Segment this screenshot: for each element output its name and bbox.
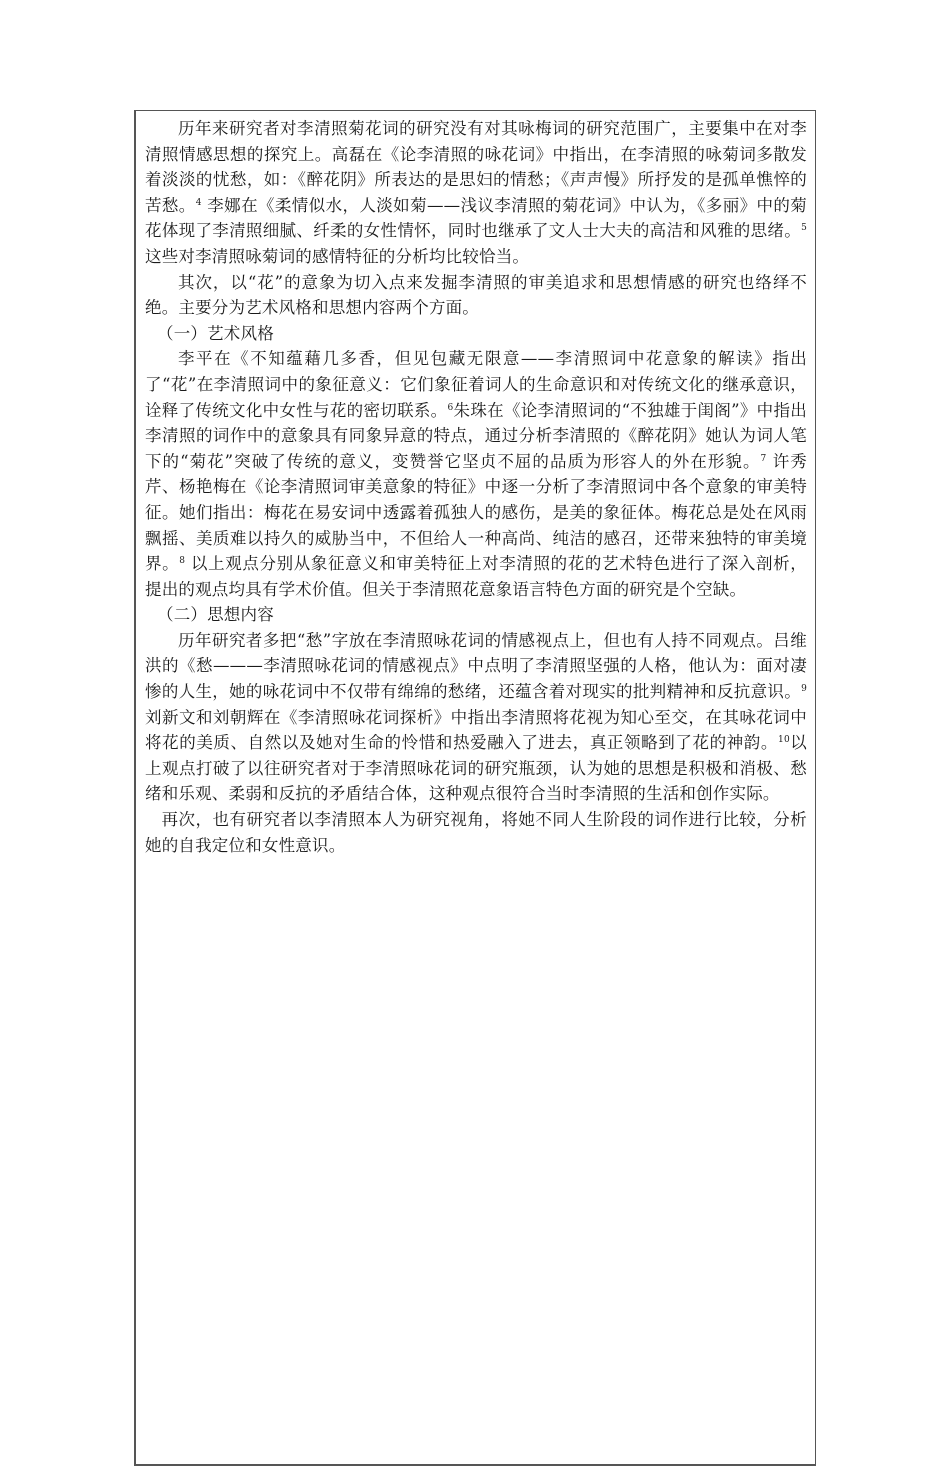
paragraph-4-text-3: 以上观点打破了以往研究者对于李清照咏花词的研究瓶颈，认为她的思想是积极和消极、愁绪和乐观、柔弱和反抗的矛盾结合体，这种观点很符合当时李清照的生活和创作实际。 [145, 733, 807, 804]
paragraph-3 [145, 346, 807, 602]
document-body [145, 116, 807, 858]
paragraph-1-text: 历年来研究者对李清照菊花词的研究没有对其咏梅词的研究范围广，主要集中在对李清照情感思想的探究上。高磊在《论李清照的咏花词》中指出，在李清照的咏菊词多散发着淡淡的忧愁，如：《醉花阴》所表达的是思妇的情愁；《声声慢》所抒发的是孤单憔悴的苦愁。 [145, 119, 807, 215]
paragraph-3-text-4: 以上观点分别从象征意义和审美特征上对李清照的花的艺术特色进行了深入剖析，提出的观点均具有学术价值。但关于李清照花意象语言特色方面的研究是个空缺。 [145, 554, 807, 599]
footnote-ref-7: 7 [760, 453, 767, 464]
paragraph-5: 再次，也有研究者以李清照本人为研究视角，将她不同人生阶段的词作进行比较，分析她的自我定位和女性意识。 [145, 810, 807, 855]
paragraph-4-text: 历年研究者多把“愁”字放在李清照咏花词的情感视点上，但也有人持不同观点。吕维洪的《愁———李清照咏花词的情感视点》中点明了李清照坚强的人格，他认为：面对凄惨的人生，她的咏花词中不仅带有绵绵的愁绪，还蕴含着对现实的批判精神和反抗意识。 [145, 630, 807, 702]
footnote-ref-9: 9 [801, 684, 807, 695]
paragraph-4 [145, 628, 807, 807]
paragraph-3-text: 李平在《不知蕴藉几多香，但见包藏无限意——李清照词中花意象的解读》指出了“花”在李清照词中的象征意义：它们象征着词人的生命意识和对传统文化的继承意识，诠释了传统文化中女性与花的密切联系。 [145, 349, 807, 420]
section-heading-art-style: （一）艺术风格 [157, 323, 274, 343]
paragraph-2: 其次，以“花”的意象为切入点来发掘李清照的审美追求和思想情感的研究也络绎不绝。主要分为艺术风格和思想内容两个方面。 [145, 272, 807, 318]
paragraph-1-text-2: 李娜在《柔情似水，人淡如菊——浅议李清照的菊花词》中认为，《多丽》中的菊花体现了李清照细腻、纤柔的女性情怀，同时也继承了文人士大夫的高洁和风雅的思绪。 [145, 195, 807, 241]
paragraph-1-text-3: 这些对李清照咏菊词的感情特征的分析均比较恰当。 [145, 246, 530, 266]
paragraph-3-text-2: 朱珠在《论李清照词的“不独雄于闺阁”》中指出李清照的词作中的意象具有同象异意的特点，通过分析李清照的《醉花阴》她认为词人笔下的“菊花”突破了传统的意义，变赞誉它坚贞不屈的品质为形容人的外在形貌。 [145, 400, 807, 471]
section-heading-thought-content: （二）思想内容 [157, 605, 274, 625]
paragraph-3-text-3: 许秀芹、杨艳梅在《论李清照词审美意象的特征》中逐一分析了李清照词中各个意象的审美特征。她们指出：梅花在易安词中透露着孤独人的感伤，是美的象征体。梅花总是处在风雨飘摇、美质难以持久的威胁当中，不但给人一种高尚、纯洁的感召，还带来独特的审美境界。 [145, 451, 807, 574]
paragraph-4-text-2: 刘新文和刘朝辉在《李清照咏花词探析》中指出李清照将花视为知心至交，在其咏花词中将花的美质、自然以及她对生命的怜惜和热爱融入了进去，真正领略到了花的神韵。 [145, 707, 807, 753]
footnote-ref-6: 6 [447, 402, 454, 413]
footnote-ref-10: 10 [778, 735, 790, 746]
footnote-ref-4: 4 [195, 197, 202, 208]
footnote-ref-5: 5 [801, 223, 807, 234]
paragraph-1 [145, 116, 807, 270]
footnote-ref-8: 8 [179, 556, 186, 567]
